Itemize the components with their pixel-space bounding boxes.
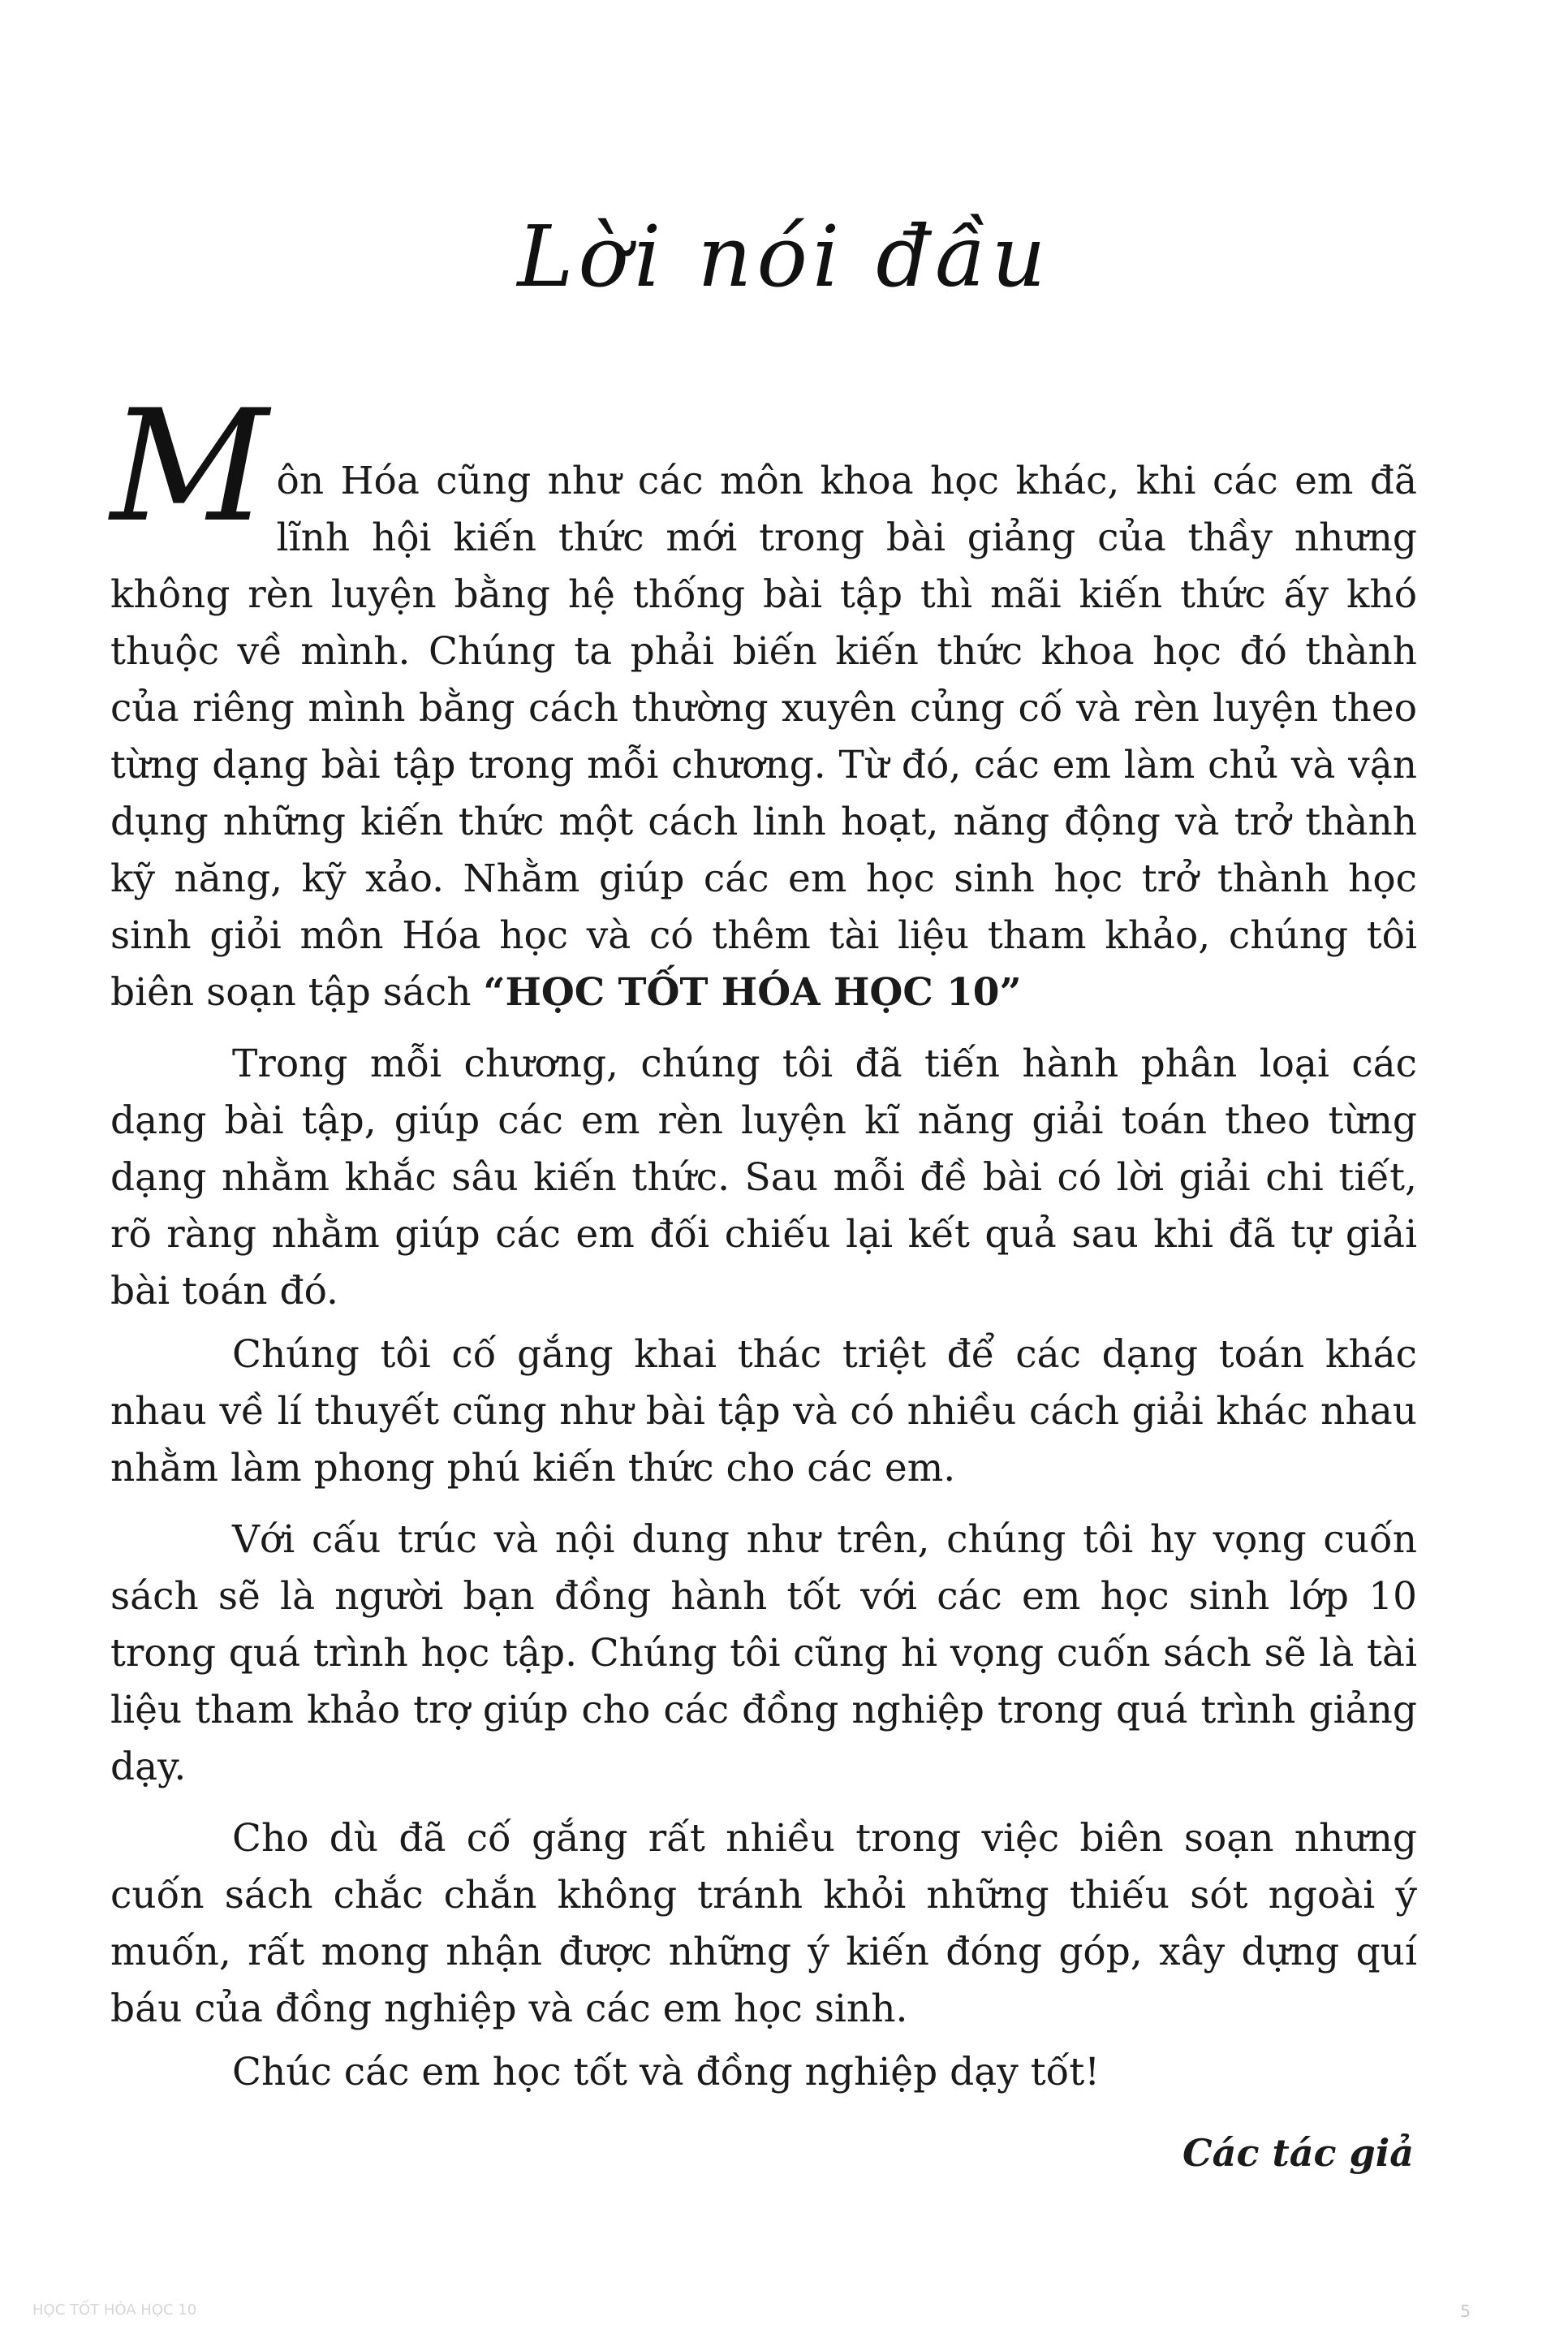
page-number: 5 — [1460, 2301, 1471, 2321]
paragraph-4: Với cấu trúc và nội dung như trên, chúng tôi hy vọng cuốn sách sẽ là người bạn đồng hành tốt với các em học sinh lớp 10 trong quá trình học tập. Chúng tôi cũng hi vọng cuốn sách sẽ là tài liệu tham khảo trợ giúp cho các đồng nghiệp trong quá trình giảng dạy. — [110, 1517, 1417, 1789]
dropcap-spacer — [110, 414, 1417, 453]
paragraph-3: Chúng tôi cố gắng khai thác triệt để các dạng toán khác nhau về lí thuyết cũng như bài tập và có nhiều cách giải khác nhau nhằm làm phong phú kiến thức cho các em. — [110, 1332, 1417, 1490]
footer-book-title: HỌC TỐT HÓA HỌC 10 — [32, 2301, 197, 2319]
book-title: “HỌC TỐT HÓA HỌC 10” — [483, 970, 1022, 1015]
paragraph-5: Cho dù đã cố gắng rất nhiều trong việc biên soạn nhưng cuốn sách chắc chắn không tránh khỏi những thiếu sót ngoài ý muốn, rất mong nhận được những ý kiến đóng góp, xây dựng quí báu của đồng nghiệp và các em học sinh. — [110, 1816, 1417, 2031]
paragraph-6: Chúc các em học tốt và đồng nghiệp dạy tốt! — [232, 2050, 1101, 2094]
paragraph-intro — [110, 377, 1417, 1021]
preface-body — [110, 377, 1417, 2101]
paragraph-2: Trong mỗi chương, chúng tôi đã tiến hành phân loại các dạng bài tập, giúp các em rèn luyện kĩ năng giải toán theo từng dạng nhằm khắc sâu kiến thức. Sau mỗi đề bài có lời giải chi tiết, rõ ràng nhằm giúp các em đối chiếu lại kết quả sau khi đã tự giải bài toán đó. — [110, 1042, 1417, 1314]
signature: Các tác giả — [1182, 2131, 1414, 2175]
drop-cap: M — [110, 377, 269, 556]
page-title: Lời nói đầu — [517, 207, 1051, 306]
paragraph-intro-text: ôn Hóa cũng như các môn khoa học khác, khi các em đã lĩnh hội kiến thức mới trong bài giảng của thầy nhưng không rèn luyện bằng hệ thống bài tập thì mãi kiến thức ấy khó thuộc về mình. Chúng ta phải biến kiến thức khoa học đó thành của riêng mình bằng cách thường xuyên củng cố và rèn luyện theo từng dạng bài tập trong mỗi chương. Từ đó, các em làm chủ và vận dụng những kiến thức một cách linh hoạt, năng động và trở thành kỹ năng, kỹ xảo. Nhằm giúp các em học sinh học trở thành học sinh giỏi môn Hóa học và có thêm tài liệu tham khảo, chúng tôi biên soạn tập sách — [110, 459, 1417, 1015]
